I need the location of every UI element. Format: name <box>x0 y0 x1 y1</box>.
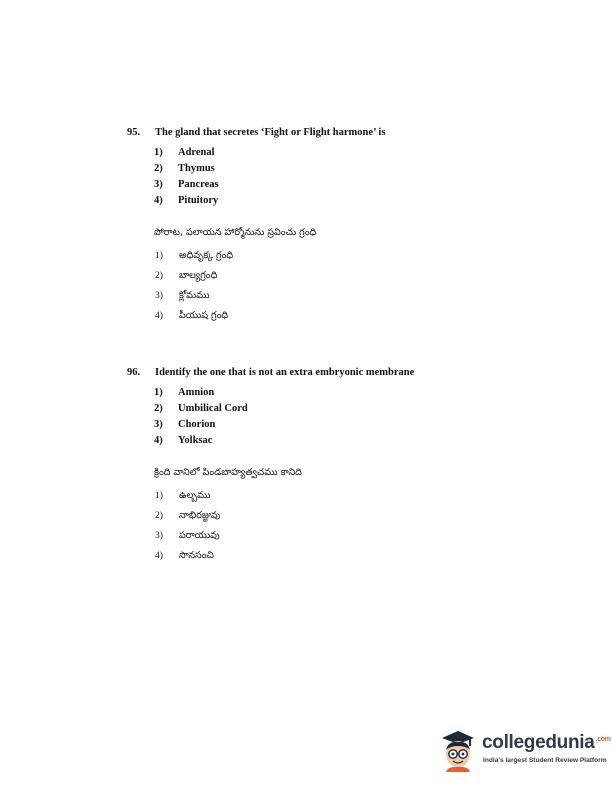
telugu-option-3 <box>155 530 220 543</box>
option-number: 4) <box>155 311 163 321</box>
option-number: 4) <box>155 551 163 561</box>
telugu-option-1 <box>155 490 210 503</box>
option-text: నాభిరజ్జువు <box>179 510 221 521</box>
telugu-option-4 <box>155 550 214 563</box>
option-number: 2) <box>155 511 163 521</box>
option-1 <box>154 147 215 158</box>
telugu-question-text: క్రింది వానిలో పిండబాహ్యత్వచము కానిది <box>154 467 302 478</box>
option-text: అధివృక్క గ్రంధి <box>179 250 234 261</box>
option-text: పీయుష గ్రంధి <box>179 310 229 321</box>
option-3 <box>154 179 219 190</box>
option-number: 1) <box>154 387 163 398</box>
collegedunia-logo <box>438 728 611 772</box>
option-text: Pituitory <box>178 195 219 206</box>
option-2 <box>154 163 215 174</box>
option-number: 4) <box>154 435 163 446</box>
option-number: 2) <box>154 403 163 414</box>
question-text: Identify the one that is not an extra embryonic membrane <box>155 367 415 378</box>
option-text: Adrenal <box>178 147 215 158</box>
telugu-option-4 <box>155 310 228 323</box>
question-number: 95. <box>127 127 141 138</box>
option-text: పరాయువు <box>179 530 220 541</box>
logo-suffix: .com <box>595 735 611 743</box>
telugu-option-2 <box>155 510 220 523</box>
question-number: 96. <box>127 367 141 378</box>
logo-name: collegedunia$^{.com}$ <box>482 732 611 753</box>
logo-tagline: India's largest Student Review Platform <box>483 757 607 764</box>
telugu-option-3 <box>155 290 210 303</box>
option-3 <box>154 419 215 430</box>
option-text: Chorion <box>178 419 216 430</box>
option-4 <box>154 195 218 206</box>
option-text: ఉల్బము <box>179 490 211 501</box>
option-number: 3) <box>154 179 163 190</box>
telugu-option-1 <box>155 250 233 263</box>
option-number: 3) <box>155 291 163 301</box>
option-text: క్లోమము <box>179 290 210 301</box>
option-text: Yolksac <box>178 435 213 446</box>
option-text: Umbilical Cord <box>178 403 248 414</box>
option-number: 1) <box>154 147 163 158</box>
option-text: Amnion <box>178 387 215 398</box>
option-text: సొనసంచి <box>179 550 214 561</box>
option-2 <box>154 403 248 414</box>
telugu-question-text: పోరాట, పలాయన హార్మోనును స్రవించు గ్రంధి <box>154 227 317 238</box>
option-text: Thymus <box>178 163 215 174</box>
option-number: 1) <box>155 251 163 261</box>
student-mascot-icon <box>438 728 478 772</box>
option-number: 3) <box>155 531 163 541</box>
option-text: Pancreas <box>178 179 219 190</box>
option-text: బాల్యగ్రంధి <box>179 270 218 281</box>
option-number: 4) <box>154 195 163 206</box>
option-4 <box>154 435 212 446</box>
option-number: 3) <box>154 419 163 430</box>
option-number: 2) <box>154 163 163 174</box>
option-number: 2) <box>155 271 163 281</box>
option-1 <box>154 387 214 398</box>
option-number: 1) <box>155 491 163 501</box>
question-text: The gland that secretes ‘Fight or Flight harmone’ is <box>155 127 386 138</box>
telugu-option-2 <box>155 270 217 283</box>
